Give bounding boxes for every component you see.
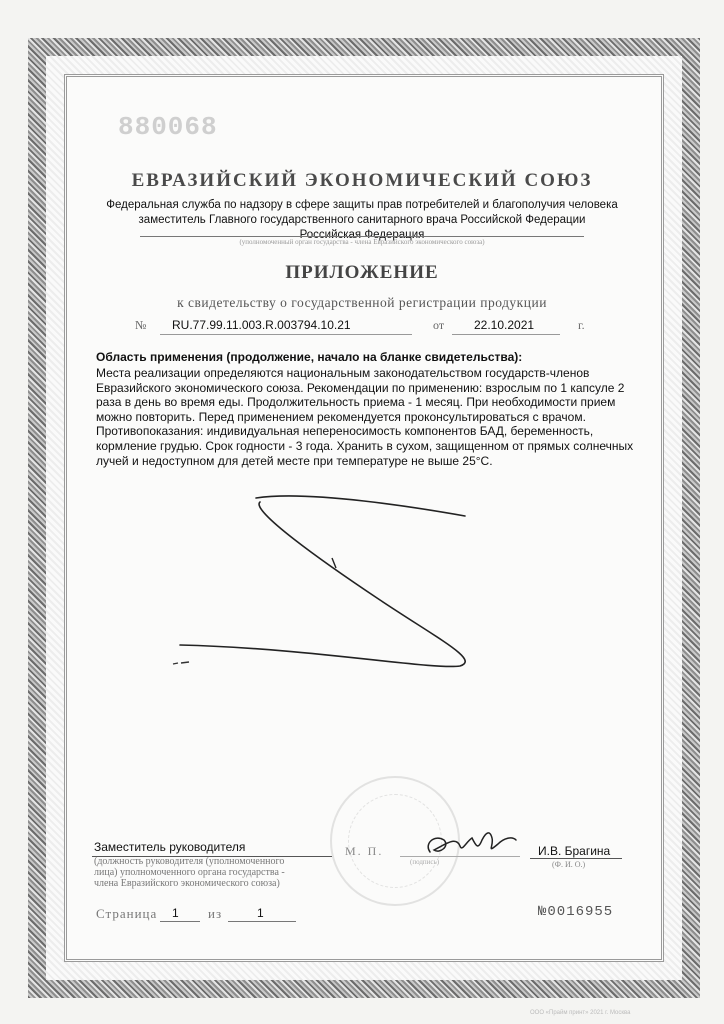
position-caption-line: лица) уполномоченного органа государства -: [94, 867, 285, 878]
annex-title: ПРИЛОЖЕНИЕ: [285, 262, 439, 283]
scope-line: можно повторить. Перед применением рекомендуется проконсультироваться с врачом.: [96, 409, 586, 424]
serial-watermark: 880068: [118, 112, 218, 142]
year-suffix: г.: [578, 318, 585, 332]
authority-underline: [140, 236, 584, 237]
dash-mark: [172, 660, 190, 666]
page-label: Страница: [96, 906, 158, 921]
position-caption-line: (должность руководителя (уполномоченного: [94, 856, 285, 867]
position-caption-line: члена Евразийского экономического союза): [94, 878, 280, 889]
authority-line: Федеральная служба по надзору в сфере защиты прав потребителей и благополучия человека: [106, 199, 618, 211]
printer-footer: ООО «Прайм принт» 2021 г. Москва: [530, 1010, 631, 1016]
date-underline: [452, 334, 560, 335]
scope-line: раза в день во время еды. Продолжительность приема - 1 месяц. При необходимости прием: [96, 395, 616, 410]
scope-body: [96, 366, 636, 468]
signature-underline: [400, 856, 520, 857]
z-strike-mark: [160, 480, 520, 680]
annex-subtitle: к свидетельству о государственной регистрации продукции: [177, 295, 547, 310]
signatory-name: И.В. Брагина: [538, 844, 611, 858]
authority-caption: (уполномоченный орган государства - члена Евразийского экономического союза): [239, 238, 485, 246]
registration-date: 22.10.2021: [474, 318, 535, 332]
authority-line: заместитель Главного государственного санитарного врача Российской Федерации: [138, 214, 586, 226]
seal-place-label: М. П.: [345, 844, 384, 858]
total-pages-underline: [228, 921, 296, 922]
registration-line: [0, 318, 724, 338]
name-underline: [530, 858, 622, 859]
authority-line: Российская Федерация: [299, 229, 425, 241]
scope-heading: Область применения (продолжение, начало на бланке свидетельства):: [96, 350, 523, 364]
from-label: от: [433, 318, 445, 332]
registration-number: RU.77.99.11.003.R.003794.10.21: [172, 318, 351, 332]
scope-line: Противопоказания: индивидуальная непереносимость компонентов БАД, беременность,: [96, 424, 594, 439]
scope-line: кормление грудью. Срок годности - 3 года. Хранить в сухом, защищенном от прямых солнечных: [96, 438, 634, 453]
signature-caption: (подпись): [410, 858, 440, 866]
page-number-underline: [160, 921, 200, 922]
scope-line: Места реализации определяются национальным законодательством государств-членов: [96, 366, 590, 380]
position-caption: [94, 856, 344, 889]
pagination-row: [0, 906, 724, 926]
total-pages: 1: [257, 906, 264, 920]
name-caption: (Ф. И. О.): [552, 860, 586, 869]
of-label: из: [208, 906, 223, 921]
number-underline: [160, 334, 412, 335]
page-number: 1: [172, 906, 179, 920]
number-label: №: [135, 318, 147, 332]
form-number: №0016955: [538, 904, 614, 920]
scope-line: Евразийского экономического союза. Рекомендации по применению: взрослым по 1 капсуле 2: [96, 380, 625, 395]
signatory-position: Заместитель руководителя: [94, 840, 246, 854]
scope-line: лучей и недоступном для детей месте при температуре не выше 25°С.: [96, 453, 493, 468]
union-title: ЕВРАЗИЙСКИЙ ЭКОНОМИЧЕСКИЙ СОЮЗ: [131, 170, 593, 191]
